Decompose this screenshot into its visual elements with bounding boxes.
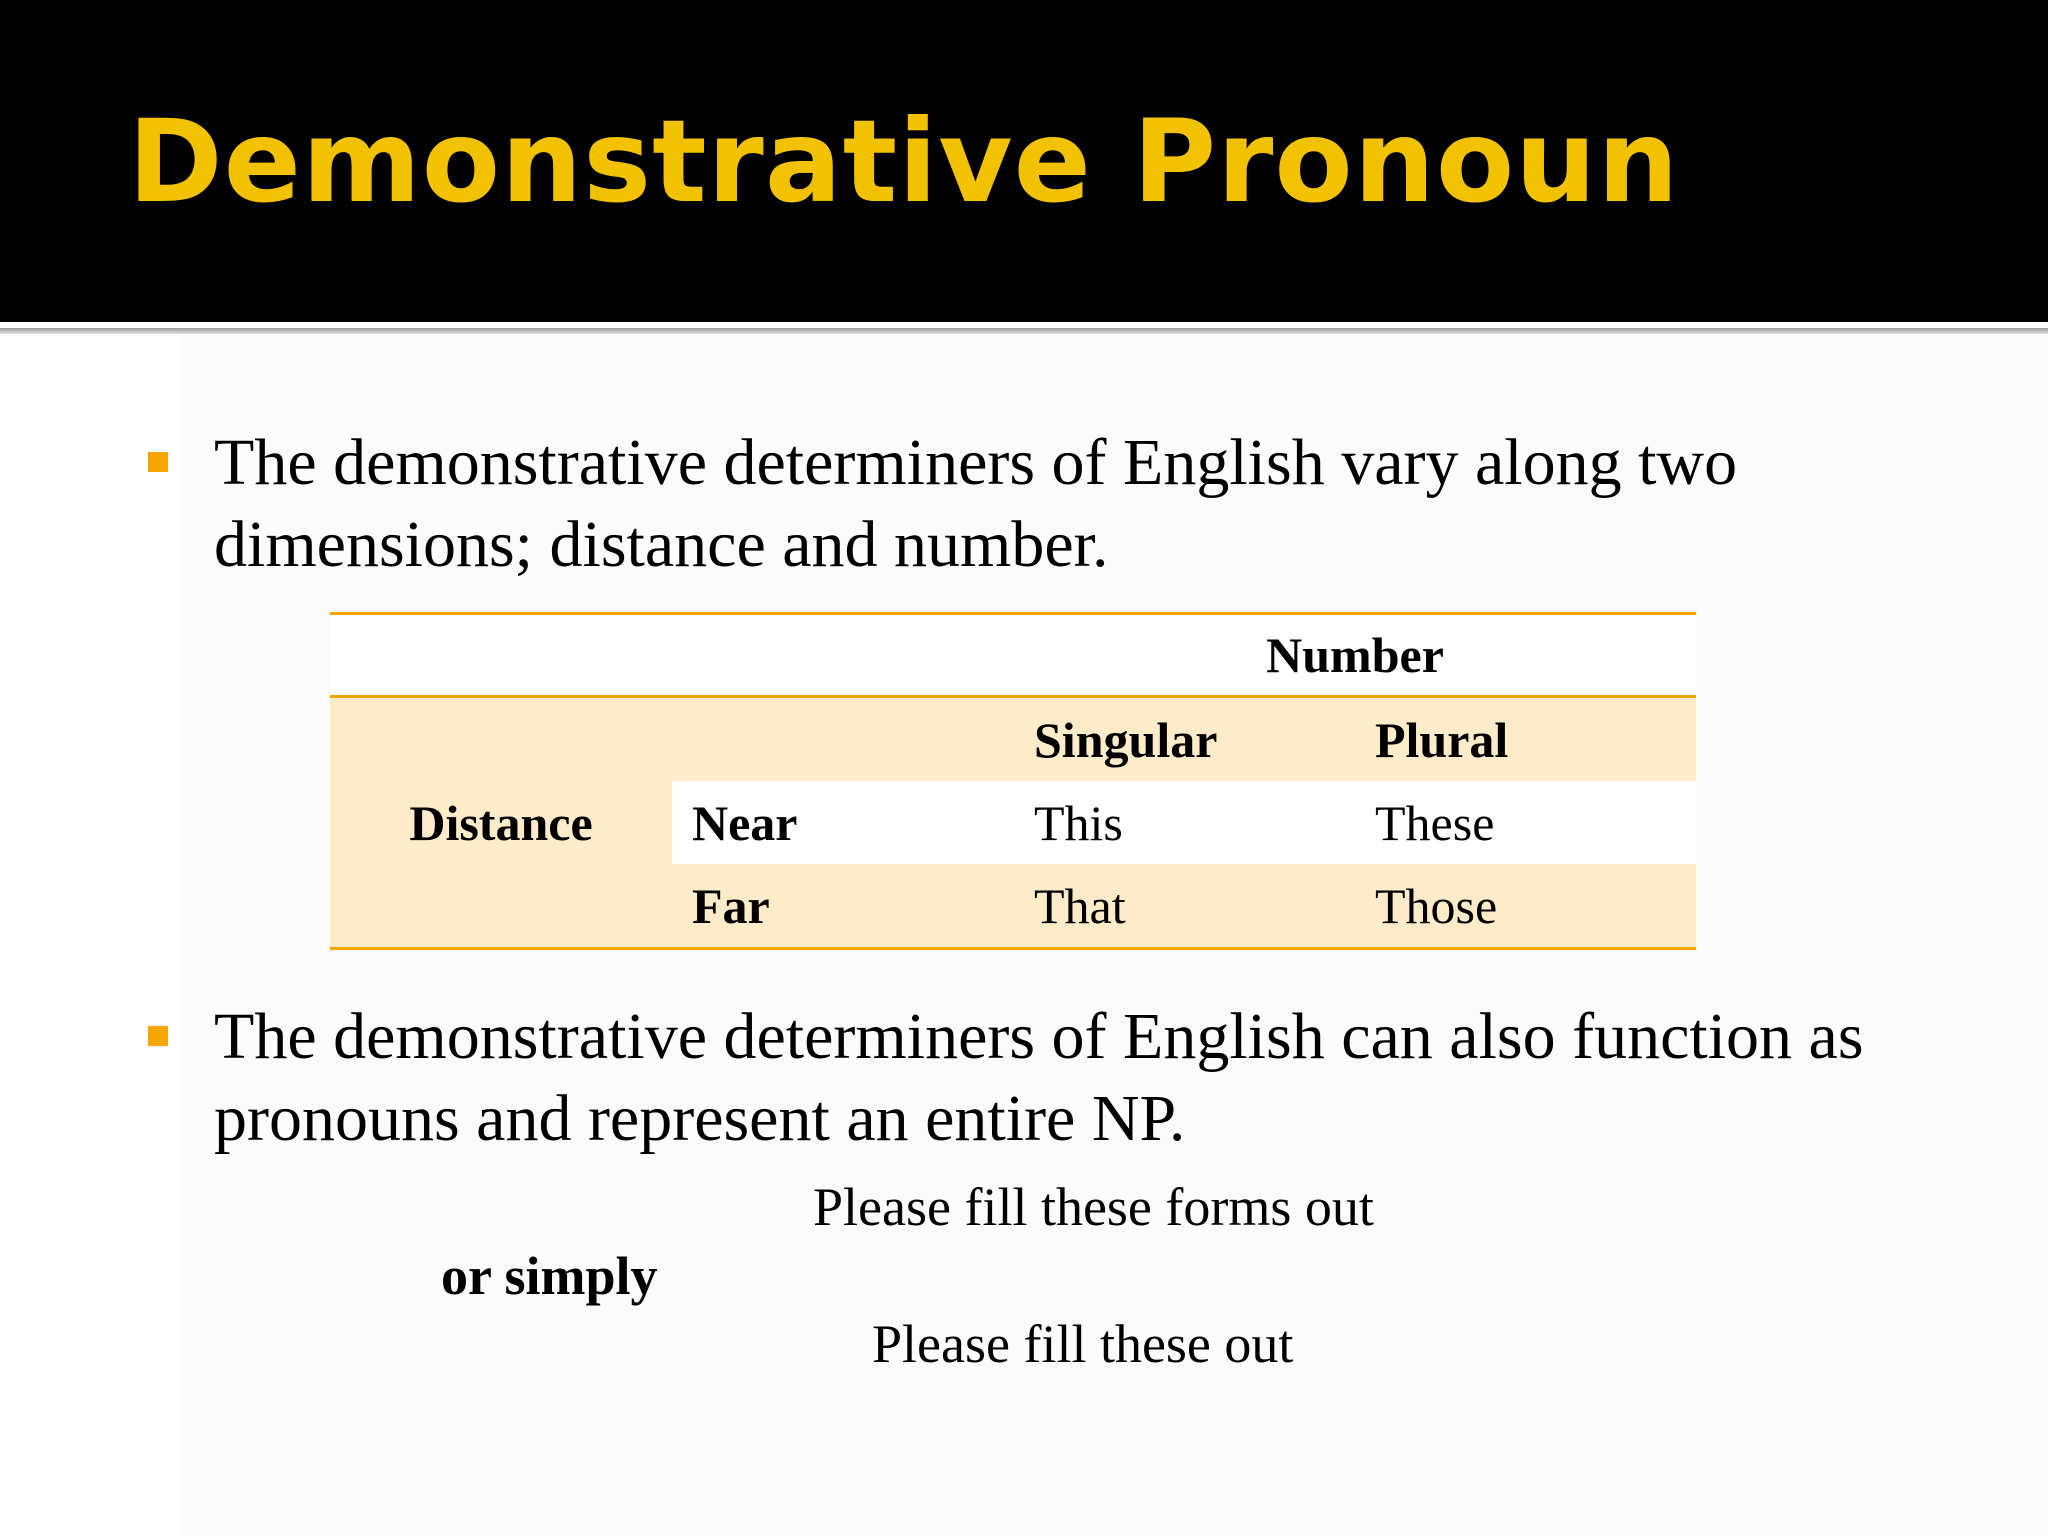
example-sentence-2: Please fill these out [872,1314,1294,1374]
table-row [330,614,1696,697]
cell-far-singular: That [1014,864,1355,949]
cell-near-plural: These [1355,781,1696,864]
example-connector: or simply [441,1246,658,1306]
bullet-square-icon [148,452,168,472]
table-cell [672,614,1014,697]
title-bar [0,0,2048,322]
row-label-far: Far [672,864,1014,949]
example-sentence-1: Please fill these forms out [813,1177,1374,1237]
cell-far-plural: Those [1355,864,1696,949]
table-row [330,697,1696,782]
bullet-text-1: The demonstrative determiners of English vary along two dimensions; distance and number. [214,426,1738,581]
bullet-text-2: The demonstrative determiners of English can also function as pronouns and represent an entire NP. [214,1000,1864,1155]
demonstrative-table [330,612,1696,950]
slide-title: Demonstrative Pronoun [128,95,1680,228]
cell-near-singular: This [1014,781,1355,864]
distance-header: Distance [330,697,672,949]
number-header: Number [1014,614,1696,697]
row-label-near: Near [672,781,1014,864]
bullet-square-icon [148,1026,168,1046]
table-cell [672,697,1014,782]
table-cell [330,614,672,697]
plural-header: Plural [1355,697,1696,782]
singular-header: Singular [1014,697,1355,782]
